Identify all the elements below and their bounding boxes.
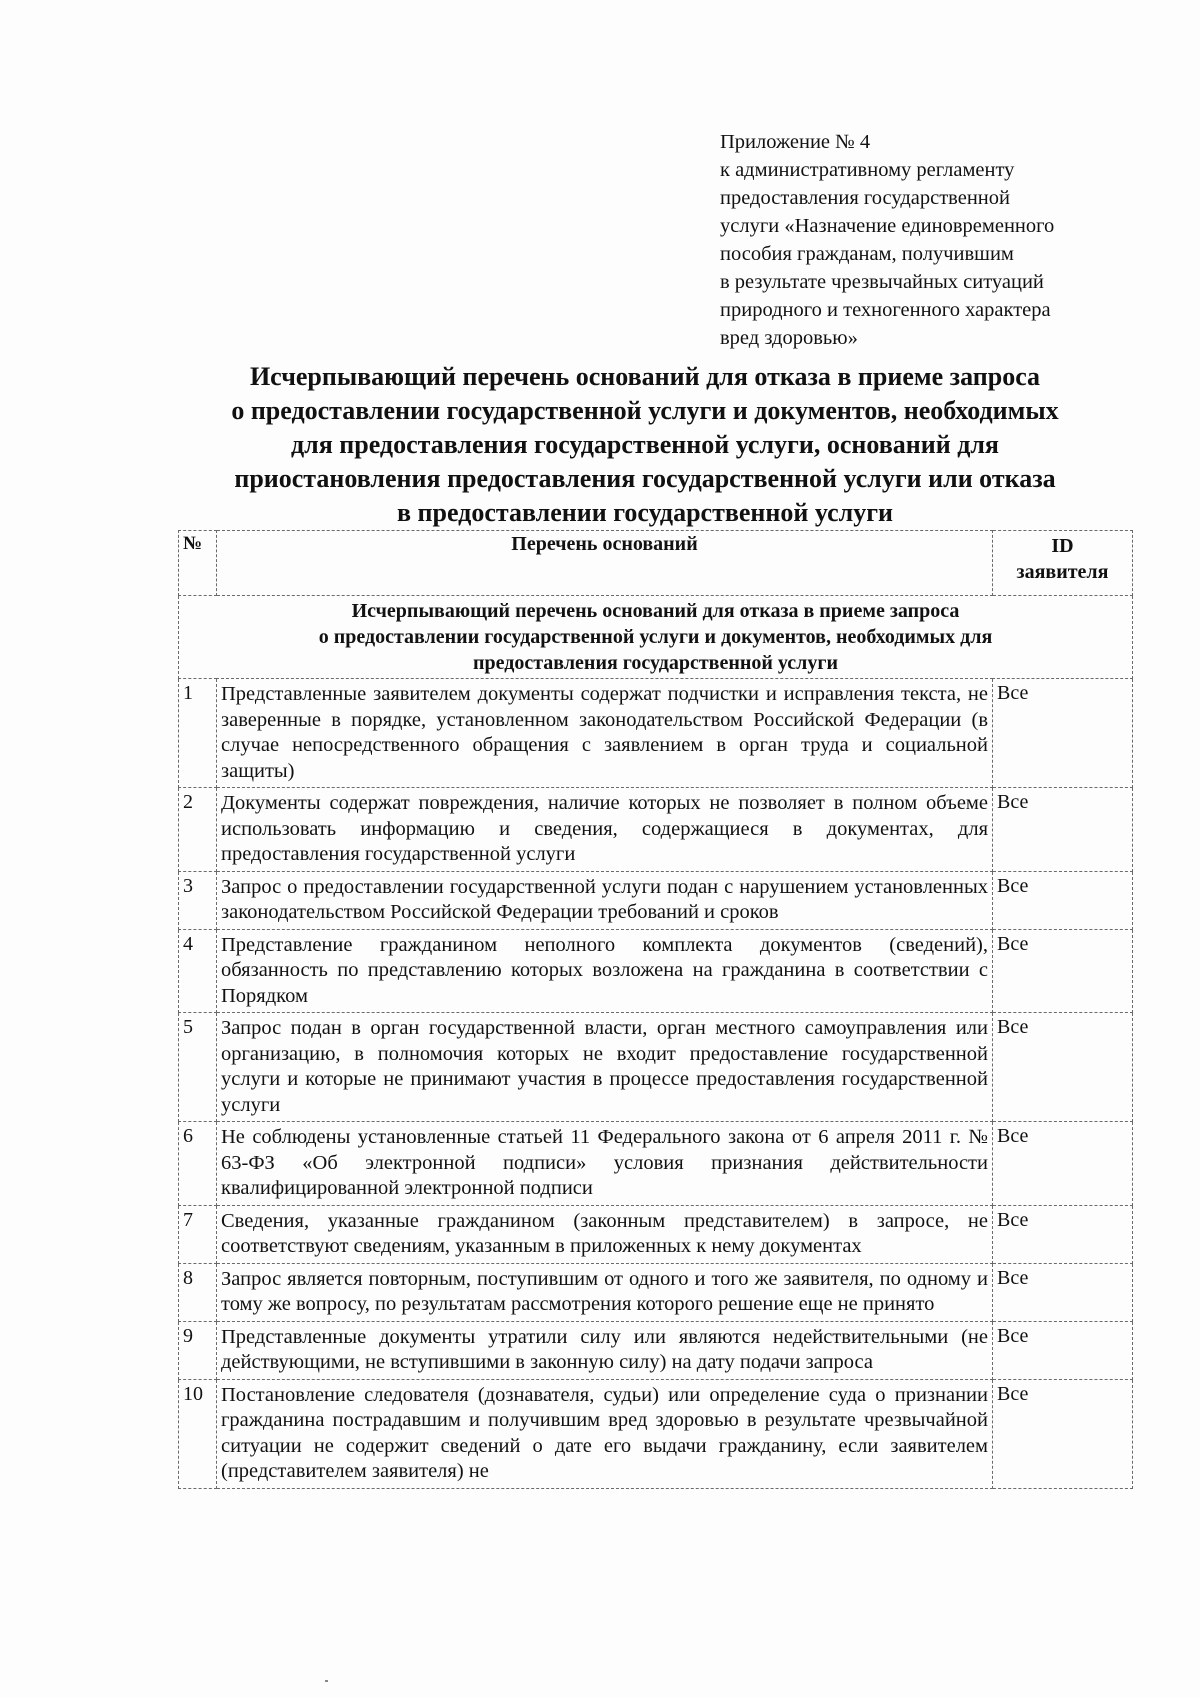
row-applicant: Все	[993, 929, 1133, 1013]
annex-line: в результате чрезвычайных ситуаций	[720, 271, 1044, 293]
header-id-line: ID	[1051, 535, 1074, 557]
header-id-line: заявителя	[1016, 561, 1109, 583]
header-applicant-id	[993, 531, 1133, 596]
row-number: 8	[179, 1263, 217, 1321]
row-number: 6	[179, 1122, 217, 1206]
title-line: Исчерпывающий перечень оснований для отказа в приеме запроса	[249, 362, 1041, 391]
table-row	[179, 1263, 1133, 1321]
row-number: 9	[179, 1321, 217, 1379]
row-applicant: Все	[993, 1122, 1133, 1206]
title-line: для предоставления государственной услуги, оснований для	[290, 430, 1000, 459]
table-row	[179, 1321, 1133, 1379]
row-number: 1	[179, 679, 217, 788]
title-line: в предоставлении государственной услуги	[396, 498, 893, 527]
row-number: 7	[179, 1205, 217, 1263]
section-heading	[179, 596, 1133, 679]
table-row	[179, 1122, 1133, 1206]
annex-line: услуги «Назначение единовременного	[720, 215, 1055, 237]
annex-line: к административному регламенту	[720, 159, 1015, 181]
row-applicant: Все	[993, 1263, 1133, 1321]
row-applicant: Все	[993, 1321, 1133, 1379]
table-row	[179, 1013, 1133, 1122]
table-row	[179, 1205, 1133, 1263]
row-ground-text: Представленные заявителем документы содержат подчистки и исправления текста, не заверенные в порядке, установленном законодательством Российской Федерации (в случае непосредственного обращения с заявлением в орган труда и социальной защиты)	[217, 679, 993, 788]
row-ground-text: Представление гражданином неполного комплекта документов (сведений), обязанность по представлению которых возложена на гражданина в соответствии с Порядком	[217, 929, 993, 1013]
grounds-table	[178, 530, 1133, 1489]
annex-header	[720, 128, 1140, 352]
row-ground-text: Запрос подан в орган государственной власти, орган местного самоуправления или организацию, в полномочия которых не входит предоставление государственной услуги и которые не принимают участия в процессе предоставления государственной услуги	[217, 1013, 993, 1122]
annex-line: вред здоровью»	[720, 327, 858, 349]
annex-line: предоставления государственной	[720, 187, 1010, 209]
row-applicant: Все	[993, 679, 1133, 788]
section-line: Исчерпывающий перечень оснований для отказа в приеме запроса	[351, 600, 960, 622]
row-number: 10	[179, 1379, 217, 1488]
row-ground-text: Не соблюдены установленные статьей 11 Федерального закона от 6 апреля 2011 г. № 63-ФЗ «Об электронной подписи» условия признания действительности квалифицированной электронной подписи	[217, 1122, 993, 1206]
row-number: 2	[179, 788, 217, 872]
annex-line: природного и техногенного характера	[720, 299, 1051, 321]
row-applicant: Все	[993, 871, 1133, 929]
row-number: 5	[179, 1013, 217, 1122]
row-ground-text: Представленные документы утратили силу или являются недействительными (не действующими, не вступившими в законную силу) на дату подачи запроса	[217, 1321, 993, 1379]
table-row	[179, 1379, 1133, 1488]
row-number: 3	[179, 871, 217, 929]
section-line: предоставления государственной услуги	[472, 652, 839, 674]
scan-speck	[325, 1680, 328, 1682]
title-line: приостановления предоставления государственной услуги или отказа	[234, 464, 1056, 493]
row-applicant: Все	[993, 1013, 1133, 1122]
section-line: о предоставлении государственной услуги и документов, необходимых для	[318, 626, 993, 648]
table-row	[179, 871, 1133, 929]
table-row	[179, 679, 1133, 788]
title-line: о предоставлении государственной услуги и документов, необходимых	[231, 396, 1059, 425]
row-applicant: Все	[993, 1205, 1133, 1263]
row-applicant: Все	[993, 1379, 1133, 1488]
table-row	[179, 929, 1133, 1013]
row-applicant: Все	[993, 788, 1133, 872]
row-ground-text: Запрос о предоставлении государственной услуги подан с нарушением установленных законодательством Российской Федерации требований и сроков	[217, 871, 993, 929]
table-row	[179, 788, 1133, 872]
row-ground-text: Постановление следователя (дознавателя, судьи) или определение суда о признании гражданина пострадавшим и получившим вред здоровью в результате чрезвычайной ситуации не содержит сведений о дате его выдачи гражданину, если заявителем (представителем заявителя) не	[217, 1379, 993, 1488]
table-header-row	[179, 531, 1133, 596]
row-ground-text: Документы содержат повреждения, наличие которых не позволяет в полном объеме использовать информацию и сведения, содержащиеся в документах, для предоставления государственной услуги	[217, 788, 993, 872]
annex-line: Приложение № 4	[720, 131, 871, 153]
section-row	[179, 596, 1133, 679]
row-number: 4	[179, 929, 217, 1013]
header-number: №	[179, 531, 217, 596]
document-title	[175, 360, 1115, 530]
annex-line: пособия гражданам, получившим	[720, 243, 1014, 265]
header-grounds: Перечень оснований	[217, 531, 993, 596]
row-ground-text: Запрос является повторным, поступившим от одного и того же заявителя, по одному и тому же вопросу, по результатам рассмотрения которого решение еще не принято	[217, 1263, 993, 1321]
row-ground-text: Сведения, указанные гражданином (законным представителем) в запросе, не соответствуют сведениям, указанным в приложенных к нему документах	[217, 1205, 993, 1263]
